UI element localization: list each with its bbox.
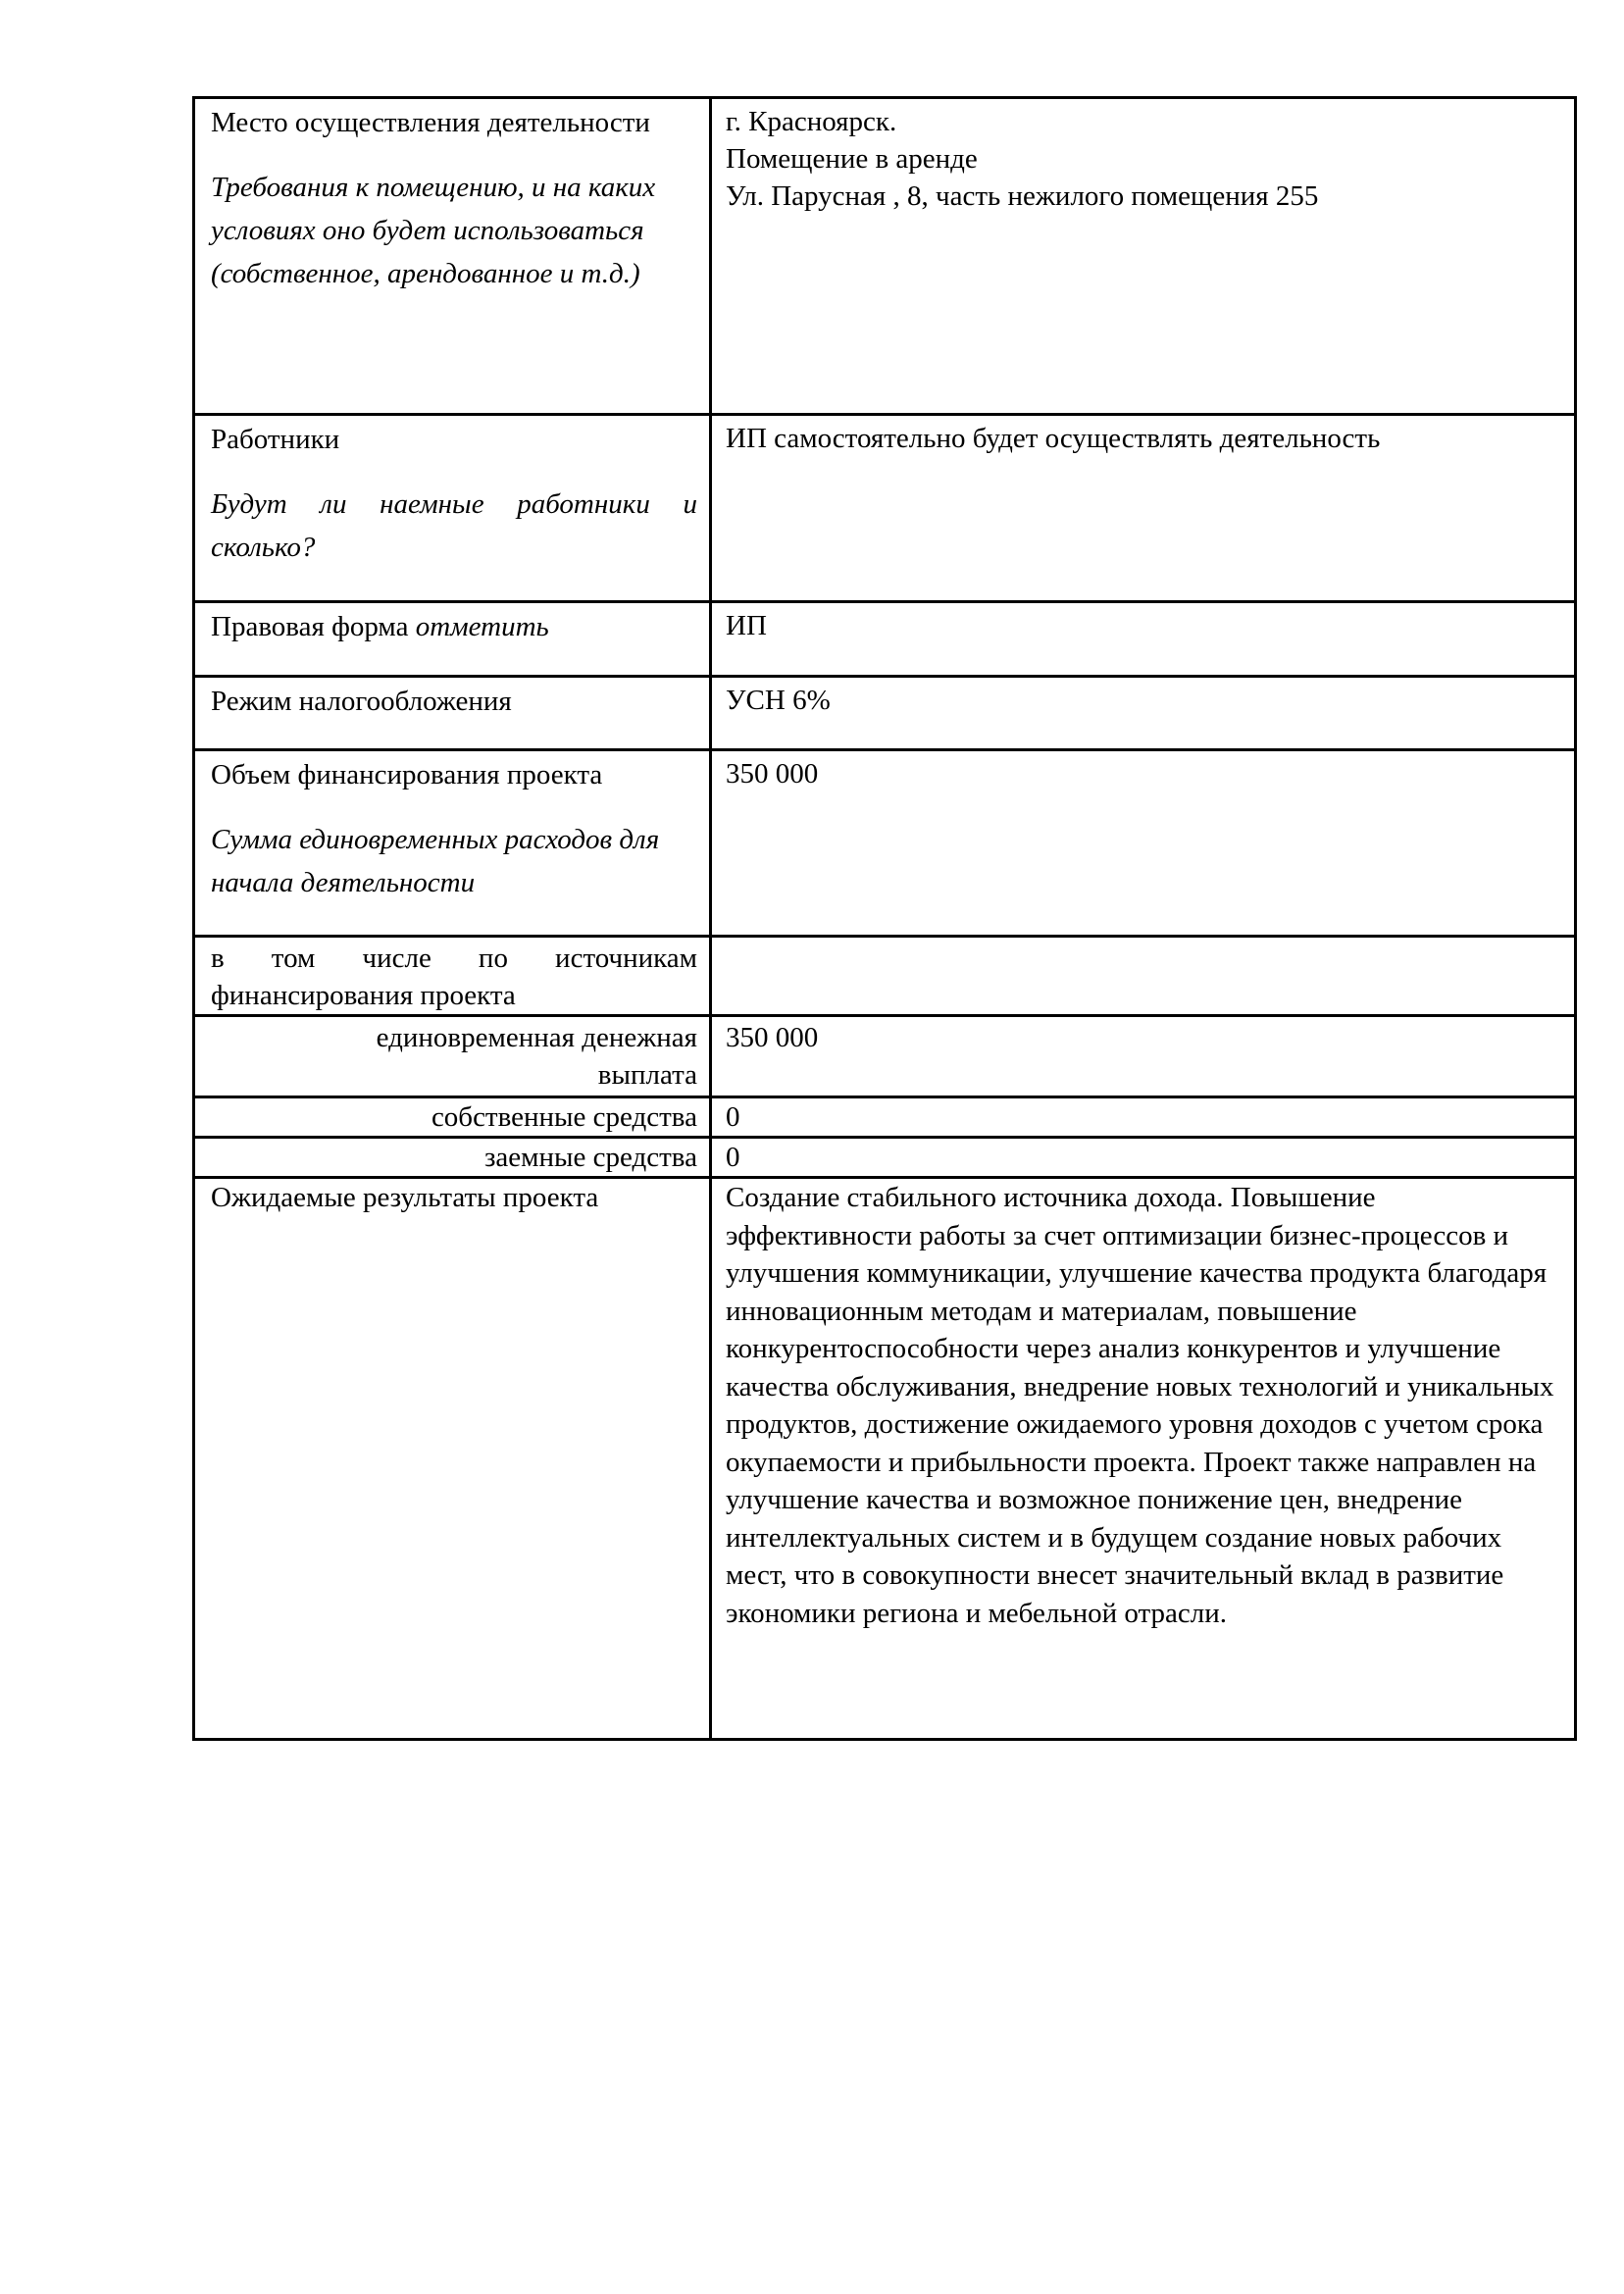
value-cell (711, 1178, 1576, 1740)
label-cell (194, 937, 711, 1016)
row-label: Объем финансирования проекта (211, 759, 603, 790)
row-label: Место осуществления деятельности (211, 107, 650, 138)
label-cell (194, 98, 711, 415)
row-hint: Будут ли наемные работники и сколько? (211, 488, 697, 563)
value-line-premises: Помещение в аренде (726, 143, 978, 175)
label-cell (194, 1138, 711, 1178)
value-cell (711, 937, 1576, 1016)
table-row-expected-results (194, 1178, 1576, 1740)
row-hint: Сумма единовременных расходов для начала деятельности (211, 824, 660, 898)
row-label: Режим налогообложения (211, 686, 512, 717)
row-value: УСН 6% (726, 685, 831, 716)
table-row-workers (194, 415, 1576, 602)
table-row-funding-sources (194, 937, 1576, 1016)
value-cell (711, 1016, 1576, 1097)
row-hint: Требования к помещению, и на каких условиях оно будет использоваться (собственное, арендованное и т.д.) (211, 172, 656, 289)
label-cell (194, 1178, 711, 1740)
value-cell (711, 1097, 1576, 1138)
value-cell (711, 415, 1576, 602)
business-plan-table (192, 96, 1577, 1741)
label-cell (194, 1097, 711, 1138)
table-row-borrowed-funds (194, 1138, 1576, 1178)
label-cell (194, 677, 711, 750)
table-row-lump-sum (194, 1016, 1576, 1097)
row-label: в том числе по источникам финансирования проекта (211, 943, 697, 1011)
row-value: ИП самостоятельно будет осуществлять деятельность (726, 423, 1381, 454)
row-label: Ожидаемые результаты проекта (211, 1182, 599, 1213)
value-cell (711, 602, 1576, 677)
value-cell (711, 1138, 1576, 1178)
value-cell (711, 750, 1576, 937)
value-line-city: г. Красноярск. (726, 106, 897, 137)
expected-results-text: Создание стабильного источника дохода. Повышение эффективности работы за счет оптимизации бизнес-процессов и улучшения коммуникации, улучшение качества продукта благодаря инновационным методам и материалам, повышение конкурентоспособности через анализ конкурентов и улучшение качества обслуживания, внедрение новых технологий и уникальных продуктов, достижение ожидаемого уровня доходов с учетом срока окупаемости и прибыльности проекта. Проект также направлен на улучшение качества и возможное понижение цен, внедрение интеллектуальных систем и в будущем создание новых рабочих мест, что в совокупности внесет значительный вклад в развитие экономики региона и мебельной отрасли. (726, 1182, 1554, 1629)
label-cell (194, 750, 711, 937)
table-row-own-funds (194, 1097, 1576, 1138)
label-cell (194, 415, 711, 602)
row-label: заемные средства (483, 1142, 697, 1173)
row-value: 350 000 (726, 758, 819, 790)
row-value: 0 (726, 1142, 740, 1173)
value-cell (711, 98, 1576, 415)
table-row-location (194, 98, 1576, 415)
row-label: единовременная денежная выплата (376, 1022, 697, 1091)
row-value: 0 (726, 1101, 740, 1133)
table-row-funding-volume (194, 750, 1576, 937)
table-row-legal-form (194, 602, 1576, 677)
row-value: 350 000 (726, 1022, 819, 1053)
label-cell (194, 1016, 711, 1097)
row-label: собственные средства (431, 1101, 697, 1133)
row-value: ИП (726, 610, 767, 641)
row-label: Правовая форма (211, 611, 409, 642)
value-line-address: Ул. Парусная , 8, часть нежилого помещения 255 (726, 180, 1319, 212)
table-row-tax-regime (194, 677, 1576, 750)
row-label-hint: отметить (415, 611, 549, 642)
label-cell (194, 602, 711, 677)
value-cell (711, 677, 1576, 750)
row-label: Работники (211, 424, 340, 455)
